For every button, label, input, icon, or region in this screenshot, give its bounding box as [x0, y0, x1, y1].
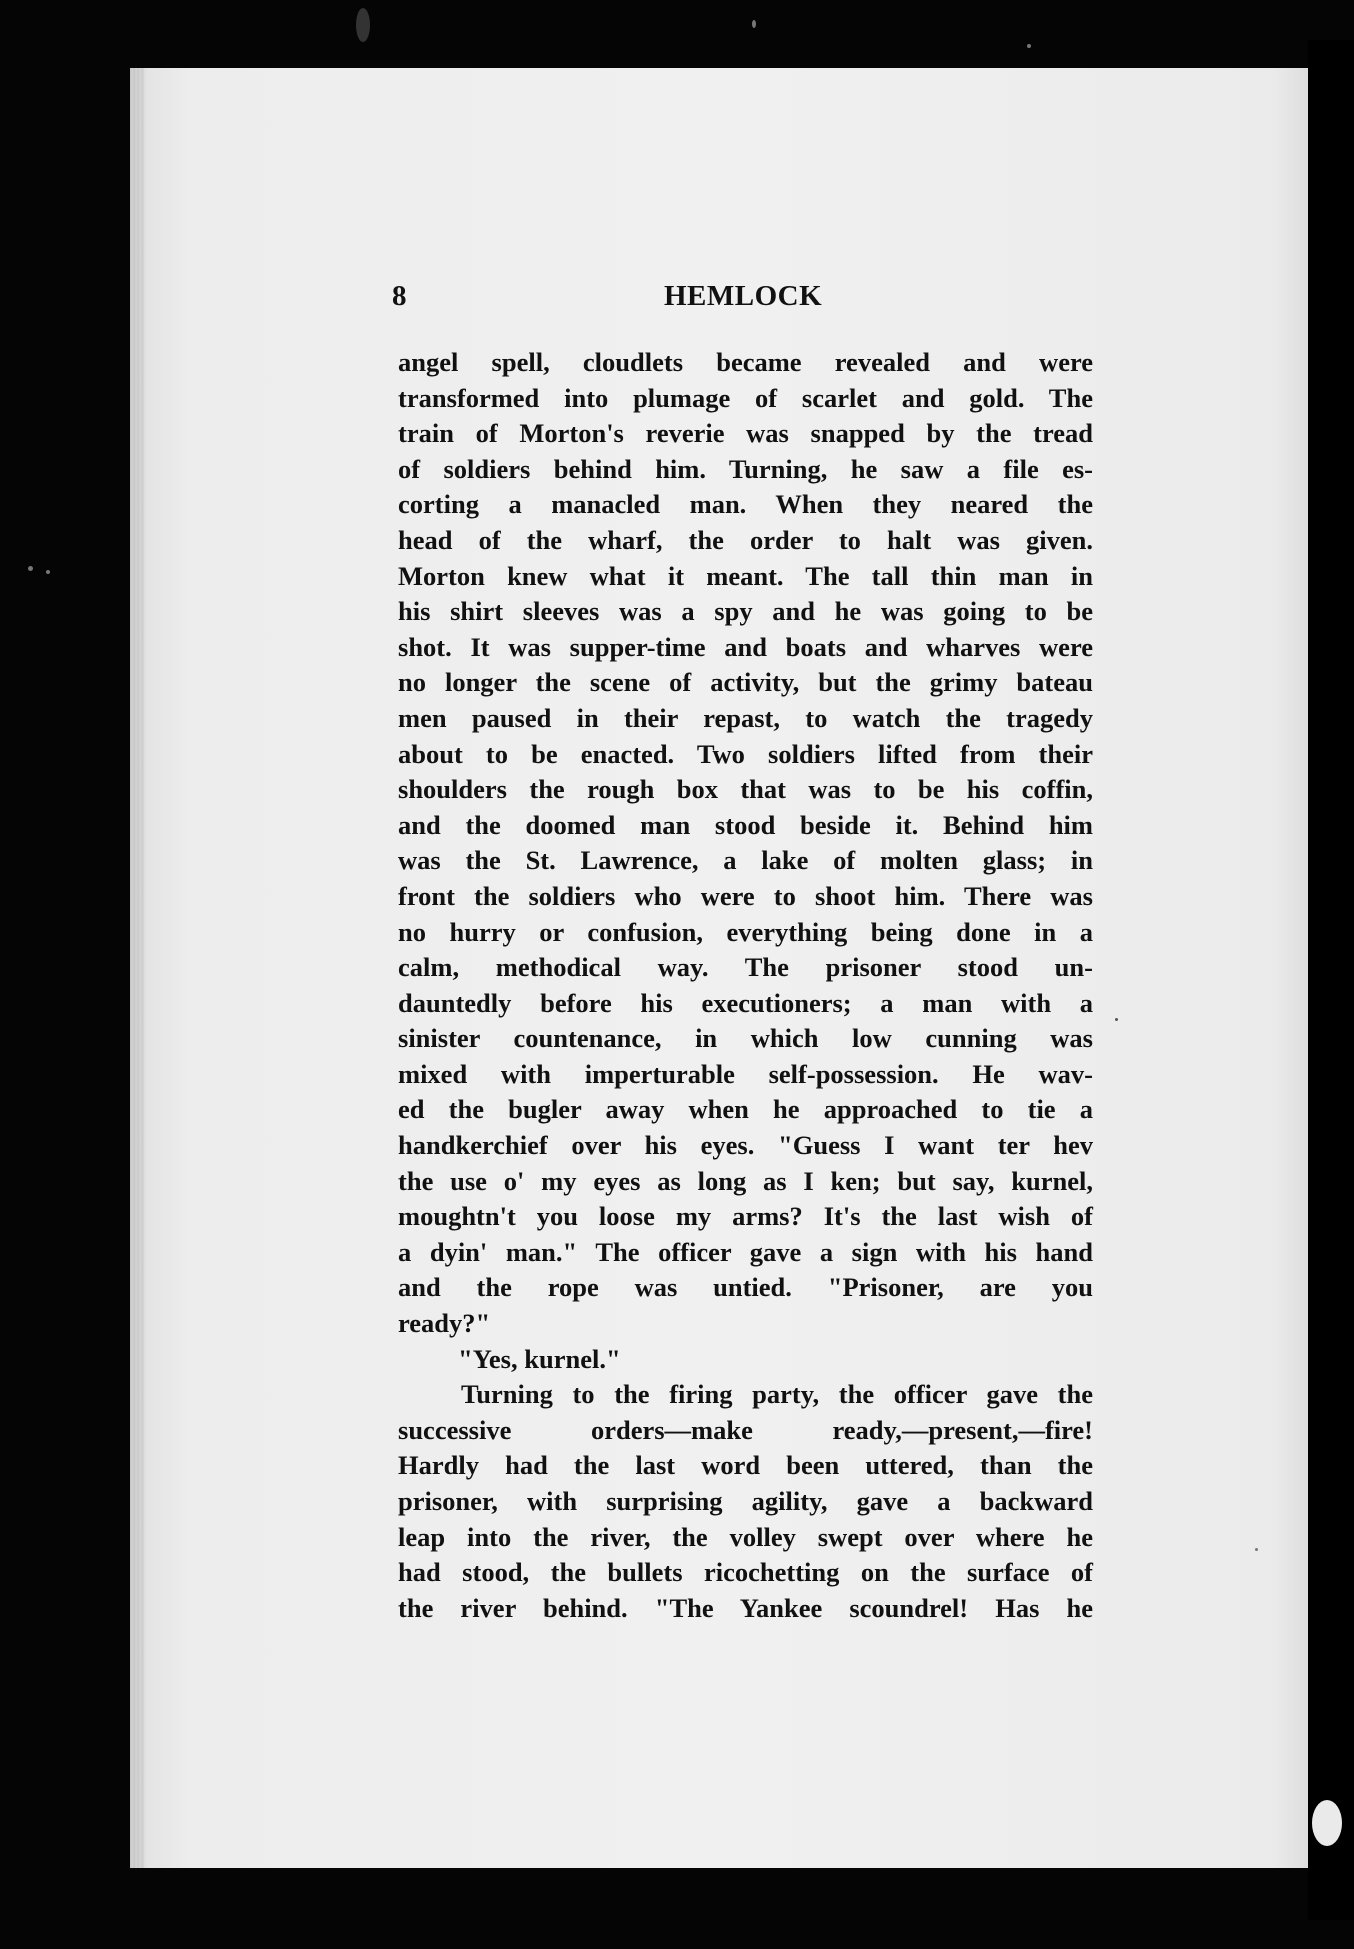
- scan-speck: [356, 8, 370, 42]
- text-line: leap into the river, the volley swept over where he: [398, 1521, 1093, 1552]
- text-line: had stood, the bullets ricochetting on the surface of: [398, 1557, 1093, 1588]
- text-line: the use o' my eyes as long as I ken; but say, kurnel,: [398, 1165, 1093, 1196]
- scan-shadow: [1308, 40, 1354, 1920]
- text-line: no longer the scene of activity, but the grimy bateau: [398, 667, 1093, 698]
- page-header: [392, 276, 1092, 316]
- text-line: transformed into plumage of scarlet and gold. The: [398, 382, 1093, 413]
- text-line: was the St. Lawrence, a lake of molten glass; in: [398, 845, 1093, 876]
- scan-speck: [1255, 1548, 1258, 1551]
- text-line: dauntedly before his executioners; a man with a: [398, 987, 1093, 1018]
- text-line: "Yes, kurnel.": [458, 1343, 621, 1374]
- scan-speck: [28, 566, 33, 571]
- scan-speck: [752, 20, 756, 28]
- text-line: sinister countenance, in which low cunning was: [398, 1023, 1093, 1054]
- text-line: handkerchief over his eyes. "Guess I want ter hev: [398, 1130, 1093, 1161]
- text-line: train of Morton's reverie was snapped by the tread: [398, 418, 1093, 449]
- text-line: Morton knew what it meant. The tall thin man in: [398, 560, 1093, 591]
- text-line: men paused in their repast, to watch the tragedy: [398, 702, 1093, 733]
- text-line: moughtn't you loose my arms? It's the last wish of: [398, 1201, 1093, 1232]
- body-text: [398, 345, 1093, 1626]
- text-line: and the rope was untied. "Prisoner, are you: [398, 1272, 1093, 1303]
- text-line: mixed with imperturable self-possession. He wav-: [398, 1058, 1093, 1089]
- text-line: the river behind. "The Yankee scoundrel! Has he: [398, 1592, 1093, 1623]
- scan-speck: [46, 570, 50, 574]
- text-line: front the soldiers who were to shoot him. There was: [398, 880, 1093, 911]
- text-line: shoulders the rough box that was to be his coffin,: [398, 774, 1093, 805]
- text-line: a dyin' man." The officer gave a sign with his hand: [398, 1236, 1093, 1267]
- text-line: Turning to the firing party, the officer gave the: [461, 1379, 1093, 1410]
- text-line: corting a manacled man. When they neared the: [398, 489, 1093, 520]
- running-head: HEMLOCK: [664, 280, 823, 312]
- text-line: ed the bugler away when he approached to tie a: [398, 1094, 1093, 1125]
- scan-speck: [1115, 1018, 1118, 1021]
- text-line: head of the wharf, the order to halt was given.: [398, 524, 1093, 555]
- text-line: prisoner, with surprising agility, gave a backward: [398, 1486, 1093, 1516]
- text-line: no hurry or confusion, everything being done in a: [398, 916, 1093, 947]
- scan-speck: [1312, 1800, 1342, 1846]
- text-line: shot. It was supper-time and boats and wharves were: [398, 631, 1093, 662]
- text-line: Hardly had the last word been uttered, than the: [398, 1450, 1093, 1481]
- text-line: of soldiers behind him. Turning, he saw a file es-: [398, 453, 1093, 484]
- page-number: 8: [392, 280, 407, 312]
- text-line: about to be enacted. Two soldiers lifted from their: [398, 738, 1093, 769]
- text-line: successive orders—make ready,—present,—fire!: [398, 1414, 1093, 1445]
- text-line: and the doomed man stood beside it. Behind him: [398, 809, 1093, 840]
- text-line: ready?": [398, 1308, 491, 1339]
- text-line: angel spell, cloudlets became revealed and were: [398, 347, 1093, 377]
- page-binding-edge: [130, 68, 144, 1868]
- text-line: his shirt sleeves was a spy and he was going to be: [398, 596, 1093, 627]
- text-line: calm, methodical way. The prisoner stood un-: [398, 952, 1093, 983]
- scan-speck: [1027, 44, 1031, 48]
